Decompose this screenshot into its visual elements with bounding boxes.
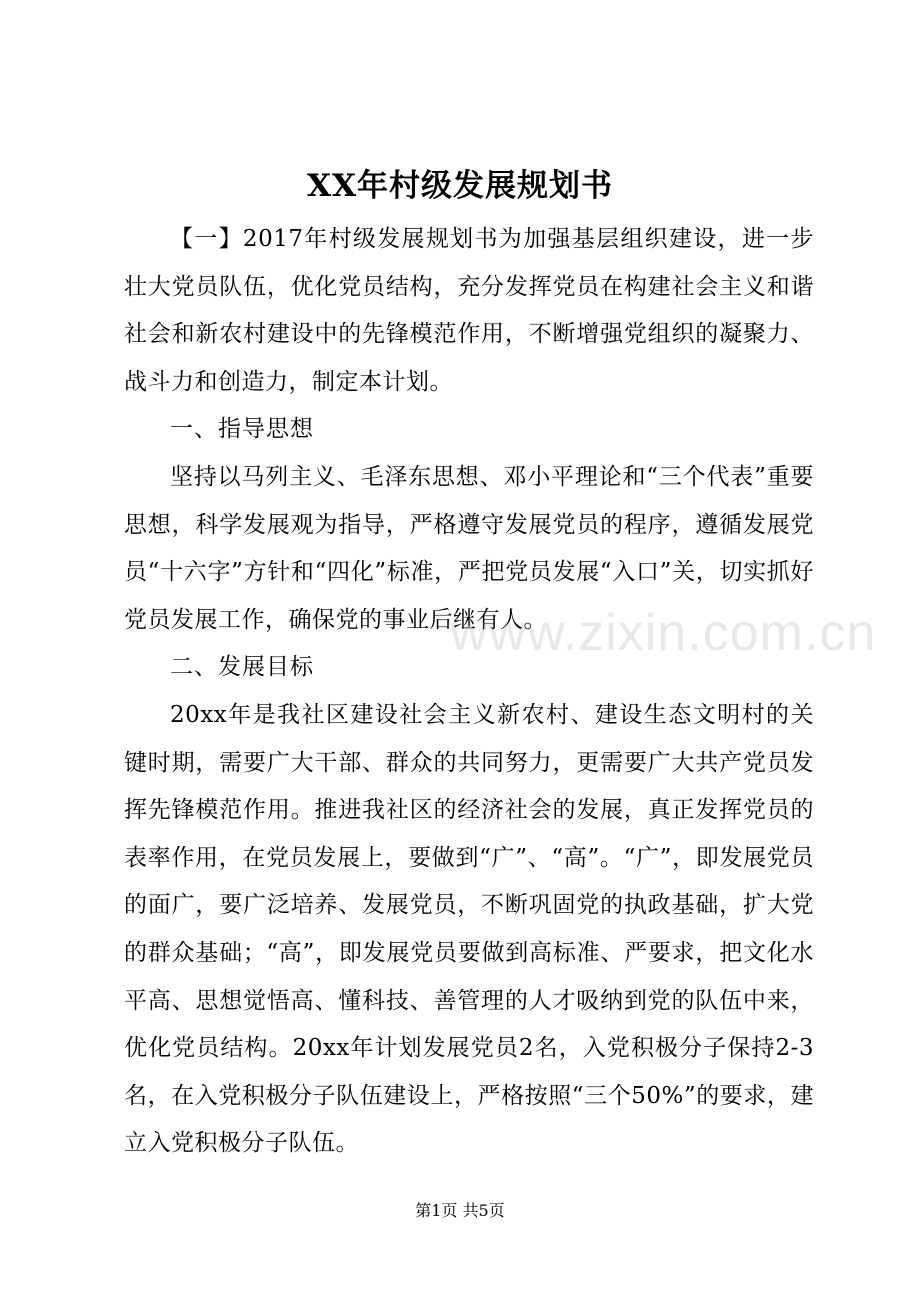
- section-paragraph-guiding-ideology: 坚持以马列主义、毛泽东思想、邓小平理论和“三个代表”重要思想，科学发展观为指导，严格遵守发展党员的程序，遵循发展党员“十六字”方针和“四化”标准，严把党员发展“入口”关，切实抓好党员发展工作，确保党的事业后继有人。: [124, 463, 814, 633]
- section-heading-development-goals: 二、发展目标: [170, 654, 314, 681]
- intro-paragraph: 【一】2017年村级发展规划书为加强基层组织建设，进一步壮大党员队伍，优化党员结构，充分发挥党员在构建社会主义和谐社会和新农村建设中的先锋模范作用，不断增强党组织的凝聚力、战斗力和创造力，制定本计划。: [124, 226, 814, 395]
- section-heading-guiding-ideology: 一、指导思想: [170, 416, 314, 443]
- page-footer: 第1页 共5页: [415, 1201, 505, 1220]
- document-body: [124, 216, 814, 1168]
- watermark-text: www.zixin.com.cn: [450, 604, 877, 662]
- section-paragraph-development-goals: 20xx年是我社区建设社会主义新农村、建设生态文明村的关键时期，需要广大干部、群众的共同努力，更需要广大共产党员发挥先锋模范作用。推进我社区的经济社会的发展，真正发挥党员的表率作用，在党员发展上，要做到“广”、“高”。“广”，即发展党员的面广，要广泛培养、发展党员，不断巩固党的执政基础，扩大党的群众基础；“高”，即发展党员要做到高标准、严要求，把文化水平高、思想觉悟高、懂科技、善管理的人才吸纳到党的队伍中来，优化党员结构。20xx年计划发展党员2名，入党积极分子保持2-3名，在入党积极分子队伍建设上，严格按照“三个50%”的要求，建立入党积极分子队伍。: [124, 701, 814, 1157]
- document-title: XX年村级发展规划书: [306, 168, 614, 204]
